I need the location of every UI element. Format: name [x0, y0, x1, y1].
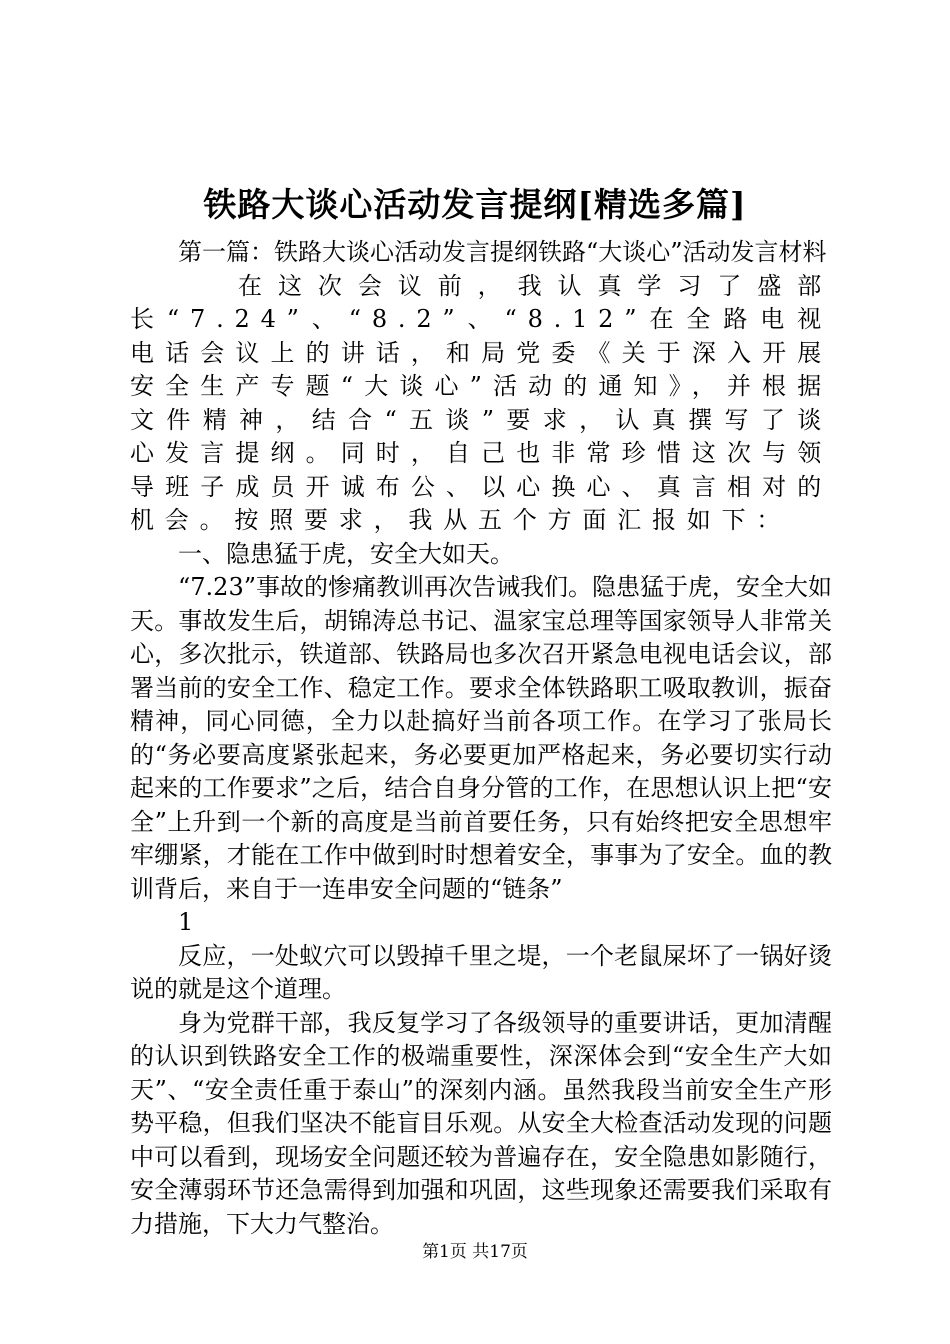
body-paragraph: 反应，一处蚁穴可以毁掉千里之堤，一个老鼠屎坏了一锅好烫说的就是这个道理。 — [130, 941, 832, 1003]
page-footer: 第1页 共17页 — [422, 1242, 528, 1262]
document-body — [130, 236, 832, 1241]
intro-paragraph: 在这次会议前，我认真学习了盛部长“7.24”、“8.2”、“8.12”在全路电视电话会议上的讲话，和局党委《关于深入开展安全生产专题“大谈心”活动的通知》，并根据文件精神，结合“五谈”要求，认真撰写了谈心发言提纲。同时，自己也非常珍惜这次与领导班子成员开诚布公、以心换心、真言相对的机会。按照要求，我从五个方面汇报如下： — [130, 271, 832, 534]
body-paragraph: 身为党群干部，我反复学习了各级领导的重要讲话，更加清醒的认识到铁路安全工作的极端重要性，深深体会到“安全生产大如天”、“安全责任重于泰山”的深刻内涵。虽然我段当前安全生产形势平稳，但我们坚决不能盲目乐观。从安全大检查活动发现的问题中可以看到，现场安全问题还较为普遍存在，安全隐患如影随行，安全薄弱环节还急需得到加强和巩固，这些现象还需要我们采取有力措施，下大力气整治。 — [130, 1008, 832, 1238]
body-paragraph: “7.23”事故的惨痛教训再次告诫我们。隐患猛于虎，安全大如天。事故发生后，胡锦涛总书记、温家宝总理等国家领导人非常关心，多次批示，铁道部、铁路局也多次召开紧急电视电话会议，部署当前的安全工作、稳定工作。要求全体铁路职工吸取教训，振奋精神，同心同德，全力以赴搞好当前各项工作。在学习了张局长的“务必要高度紧张起来，务必要更加严格起来，务必要切实行动起来的工作要求”之后，结合自身分管的工作，在思想认识上把“安全”上升到一个新的高度是当前首要任务，只有始终把安全思想牢牢绷紧，才能在工作中做到时时想着安全，事事为了安全。血的教训背后，来自于一连串安全问题的“链条” — [130, 573, 832, 903]
inline-page-number: 1 — [178, 908, 194, 936]
subheading-paragraph: 一、隐患猛于虎，安全大如天。 — [178, 539, 514, 568]
document-title: 铁路大谈心活动发言提纲[精选多篇] — [203, 185, 747, 224]
section-heading-paragraph: 第一篇：铁路大谈心活动发言提纲铁路“大谈心”活动发言材料 — [178, 238, 827, 266]
